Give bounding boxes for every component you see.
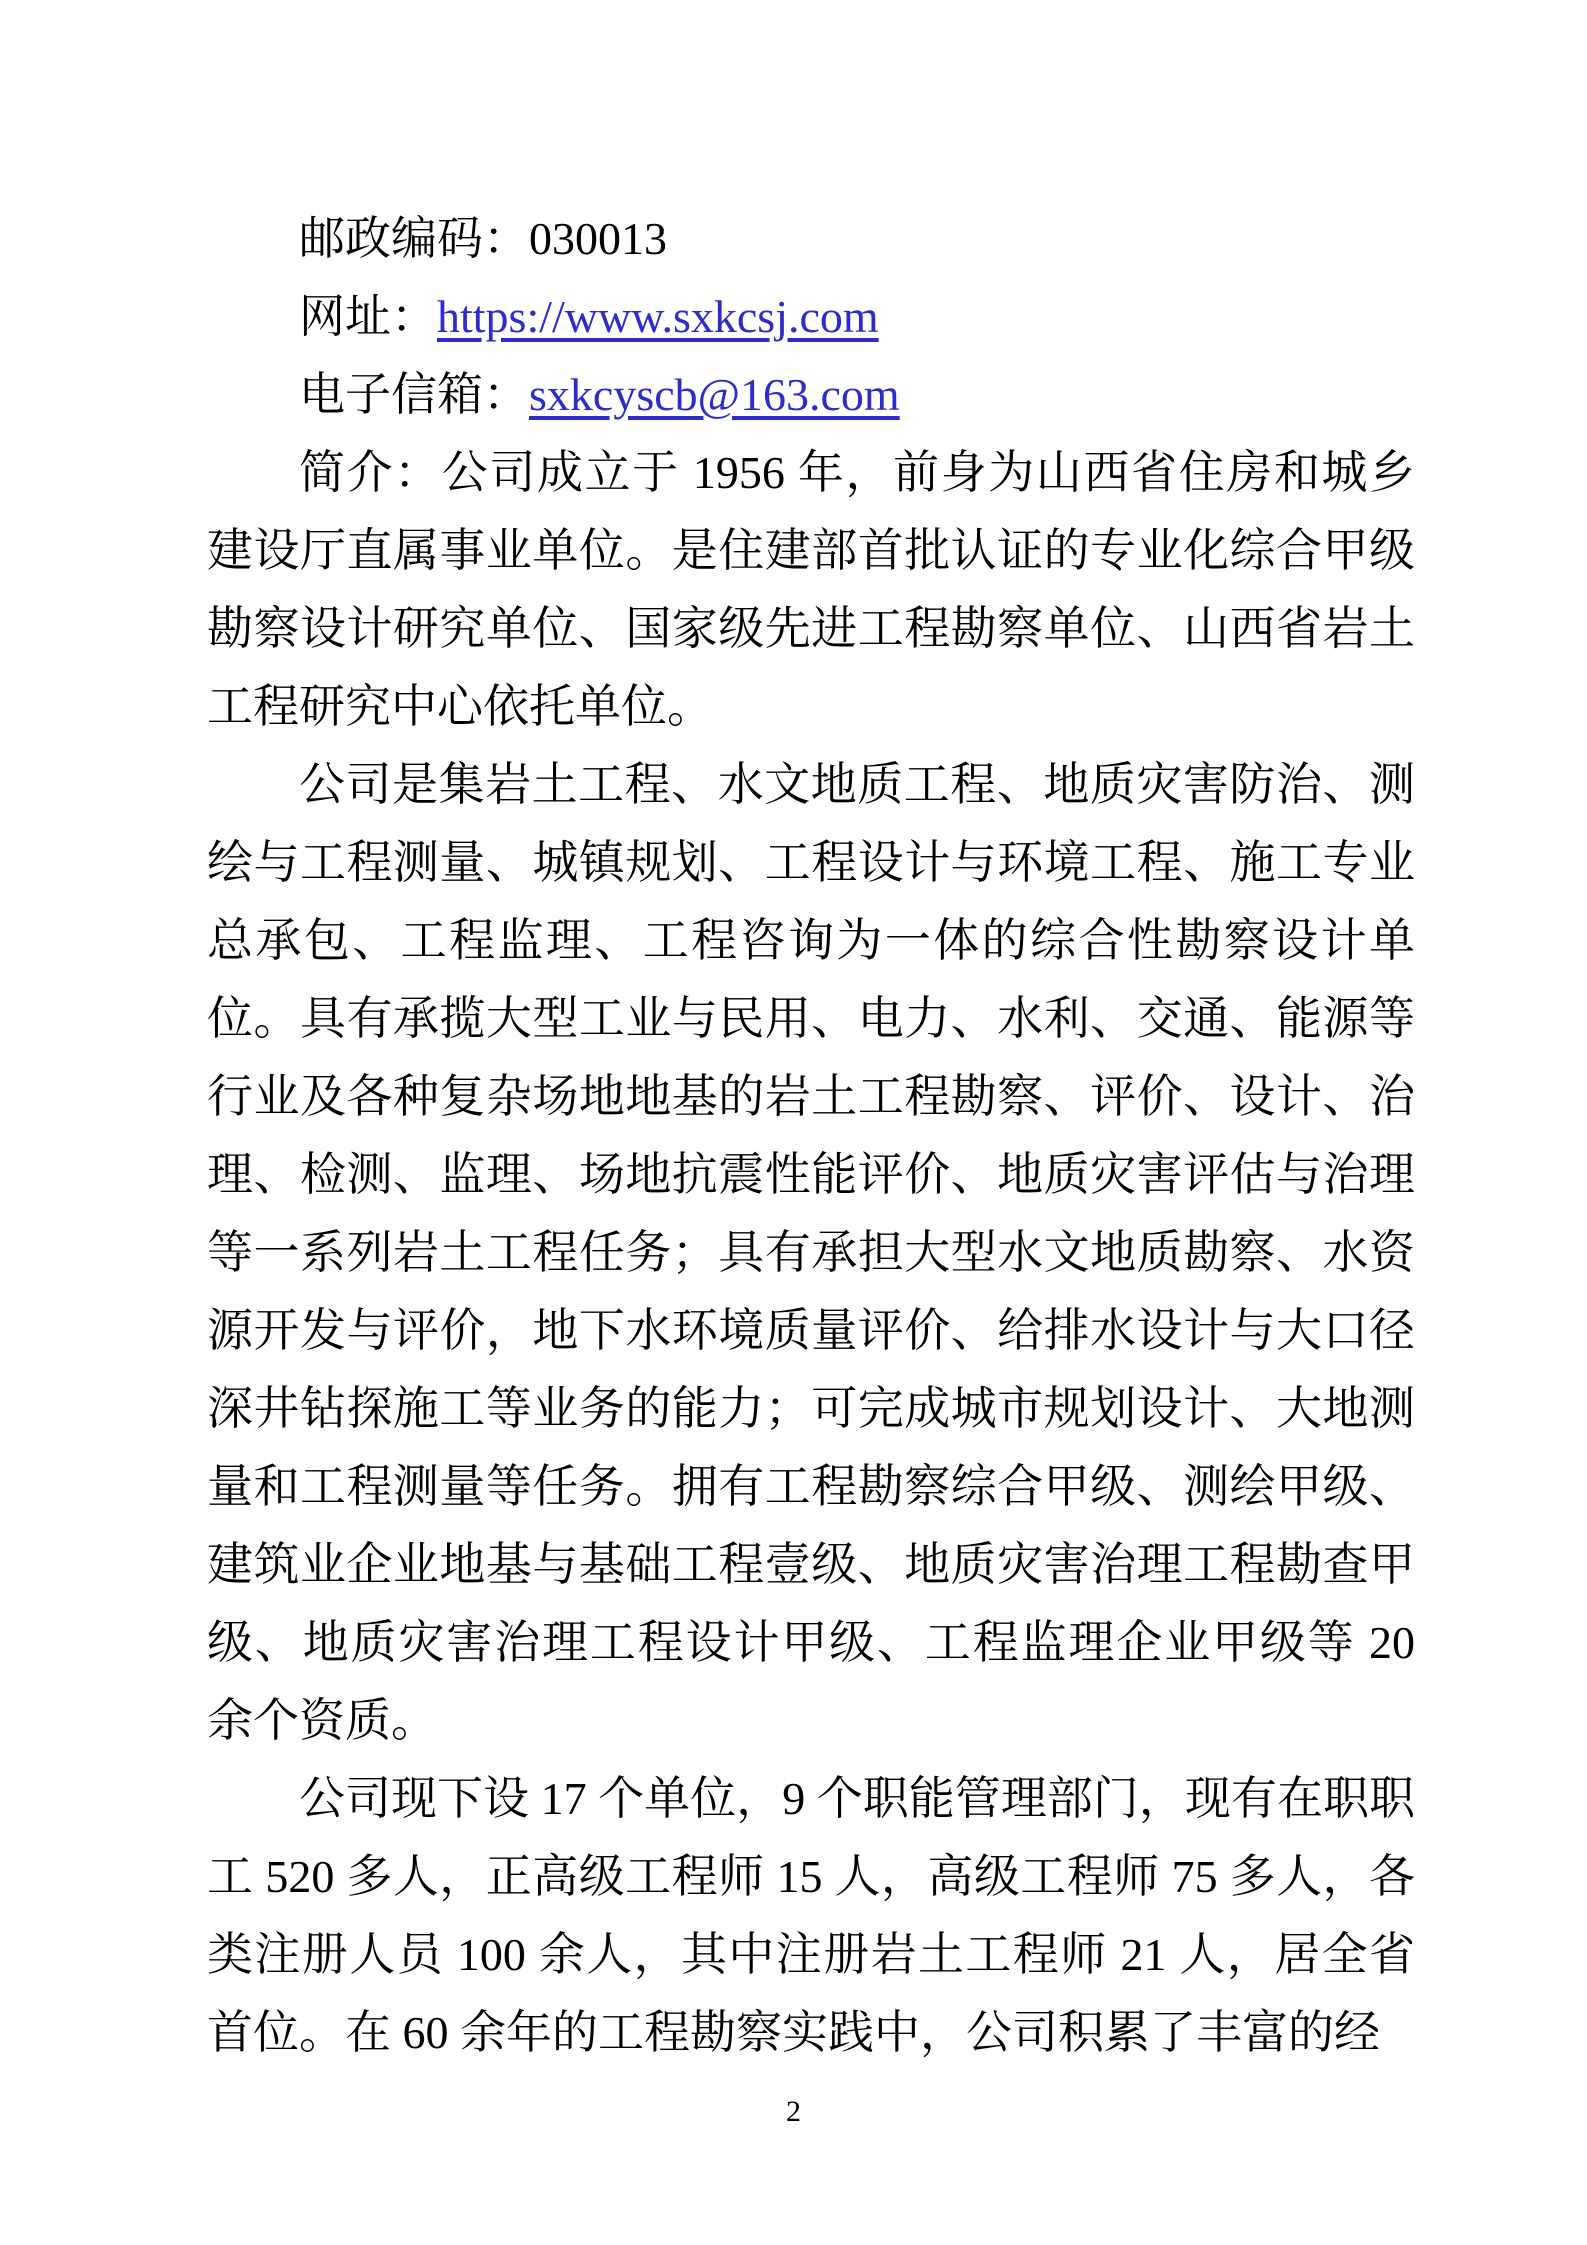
business-scope-paragraph: 公司是集岩土工程、水文地质工程、地质灾害防治、测绘与工程测量、城镇规划、工程设计与环境工程、施工专业总承包、工程监理、工程咨询为一体的综合性勘察设计单位。具有承揽大型工业与民用、电力、水利、交通、能源等行业及各种复杂场地地基的岩土工程勘察、评价、设计、治理、检测、监理、场地抗震性能评价、地质灾害评估与治理等一系列岩土工程任务；具有承担大型水文地质勘察、水资源开发与评价，地下水环境质量评价、给排水设计与大口径深井钻探施工等业务的能力；可完成城市规划设计、大地测量和工程测量等任务。拥有工程勘察综合甲级、测绘甲级、建筑业企业地基与基础工程壹级、地质灾害治理工程勘查甲级、地质灾害治理工程设计甲级、工程监理企业甲级等 20 余个资质。 bbox=[207, 759, 1415, 1746]
email-line bbox=[207, 356, 1415, 434]
website-line bbox=[207, 278, 1415, 356]
postal-code-line bbox=[207, 200, 1415, 278]
email-label: 电子信箱： bbox=[299, 369, 529, 420]
intro-paragraph: 简介：公司成立于 1956 年，前身为山西省住房和城乡建设厅直属事业单位。是住建部首批认证的专业化综合甲级勘察设计研究单位、国家级先进工程勘察单位、山西省岩土工程研究中心依托单位。 bbox=[207, 447, 1415, 732]
website-link[interactable]: https://www.sxkcsj.com bbox=[437, 291, 879, 342]
page-number: 2 bbox=[786, 2095, 801, 2128]
website-label: 网址： bbox=[299, 291, 437, 342]
email-link[interactable]: sxkcyscb@163.com bbox=[529, 369, 900, 420]
staff-paragraph: 公司现下设 17 个单位，9 个职能管理部门，现有在职职工 520 多人，正高级工程师 15 人，高级工程师 75 多人，各类注册人员 100 余人，其中注册岩土工程师 21 人，居全省首位。在 60 余年的工程勘察实践中，公司积累了丰富的经 bbox=[207, 1773, 1415, 2058]
postal-code-text: 邮政编码：030013 bbox=[299, 213, 667, 264]
